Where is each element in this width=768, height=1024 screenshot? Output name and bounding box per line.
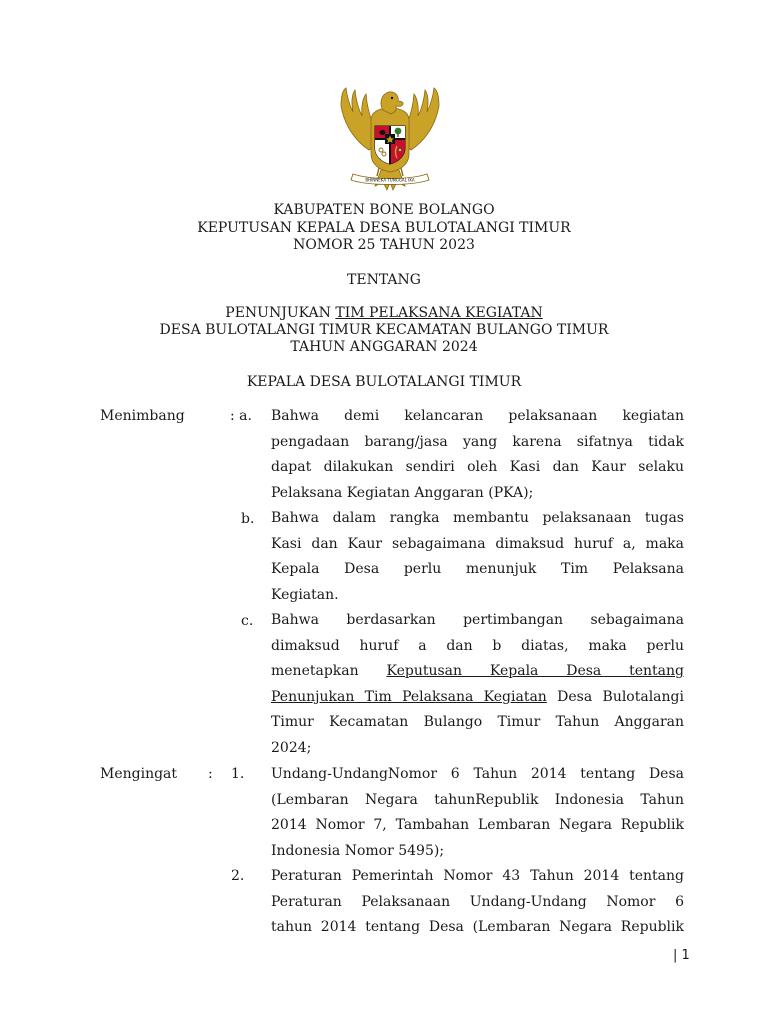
paragraph-line: tahun 2014 tentang Desa (Lembaran Negara Republik <box>271 919 684 935</box>
menimbang-marker-c: c. <box>241 613 254 629</box>
mengingat-label: Mengingat <box>100 766 178 782</box>
emblem-motto: BHINNEKA TUNGGAL IKA <box>365 177 415 183</box>
subject-line-3: TAHUN ANGGARAN 2024 <box>290 339 478 355</box>
menimbang-label: Menimbang <box>100 408 185 424</box>
paragraph-line: Timur Kecamatan Bulango Timur Tahun Anggaran <box>271 714 684 730</box>
paragraph-line: Bahwa dalam rangka membantu pelaksanaan tugas <box>271 510 684 526</box>
paragraph-line: Kepala Desa perlu menunjuk Tim Pelaksana <box>271 561 684 577</box>
paragraph-line: dimaksud huruf a dan b diatas, maka perlu <box>271 637 684 654</box>
paragraph-line: Penunjukan Tim Pelaksana Kegiatan Desa Bulotalangi <box>271 688 684 705</box>
paragraph-line: Peraturan Pelaksanaan Undang-Undang Nomor 6 <box>271 893 684 910</box>
mengingat-item-1 <box>271 762 684 864</box>
menimbang-item-b <box>271 506 684 608</box>
tentang-heading: TENTANG <box>347 272 421 288</box>
paragraph-line: pengadaan barang/jasa yang karena sifatnya tidak <box>271 433 684 450</box>
paragraph-line: dapat dilakukan sendiri oleh Kasi dan Kaur selaku <box>271 459 684 475</box>
paragraph-line: Bahwa demi kelancaran pelaksanaan kegiatan <box>271 408 684 424</box>
paragraph-line: Kasi dan Kaur sebagaimana dimaksud huruf a, maka <box>271 535 684 552</box>
subject-line-1: PENUNJUKAN TIM PELAKSANA KEGIATAN <box>225 305 543 321</box>
paragraph-line: (Lembaran Negara tahunRepublik Indonesia Tahun <box>271 791 684 808</box>
menimbang-marker-a: : a. <box>230 408 252 424</box>
page-number: | 1 <box>673 948 690 963</box>
paragraph-line: 2014 Nomor 7, Tambahan Lembaran Negara Republik <box>271 817 684 833</box>
mengingat-number-1: 1. <box>231 766 245 782</box>
subject-line-2: DESA BULOTALANGI TIMUR KECAMATAN BULANGO TIMUR <box>159 322 609 338</box>
paragraph-line: Pelaksana Kegiatan Anggaran (PKA); <box>271 484 534 501</box>
paragraph-line: Indonesia Nomor 5495); <box>271 842 445 859</box>
paragraph-line: Peraturan Pemerintah Nomor 43 Tahun 2014 tentang <box>271 868 684 884</box>
paragraph-line: menetapkan Keputusan Kepala Desa tentang <box>271 663 685 679</box>
paragraph-line: Kegiatan. <box>271 586 339 603</box>
regency-name: KABUPATEN BONE BOLANGO <box>273 202 495 218</box>
paragraph-line: Bahwa berdasarkan pertimbangan sebagaimana <box>271 612 684 628</box>
decree-title: KEPUTUSAN KEPALA DESA BULOTALANGI TIMUR <box>197 220 571 236</box>
menimbang-item-a <box>271 404 684 506</box>
garuda-pancasila-emblem <box>331 84 449 192</box>
mengingat-colon: : <box>208 766 213 782</box>
decree-number: NOMOR 25 TAHUN 2023 <box>293 237 475 253</box>
paragraph-line: Undang-UndangNomor 6 Tahun 2014 tentang Desa <box>271 766 684 782</box>
mengingat-number-2: 2. <box>231 868 245 884</box>
paragraph-line: 2024; <box>271 739 312 756</box>
mengingat-item-2 <box>271 864 684 941</box>
issuing-official: KEPALA DESA BULOTALANGI TIMUR <box>246 374 522 390</box>
menimbang-item-c <box>271 608 684 761</box>
menimbang-marker-b: b. <box>241 511 255 527</box>
